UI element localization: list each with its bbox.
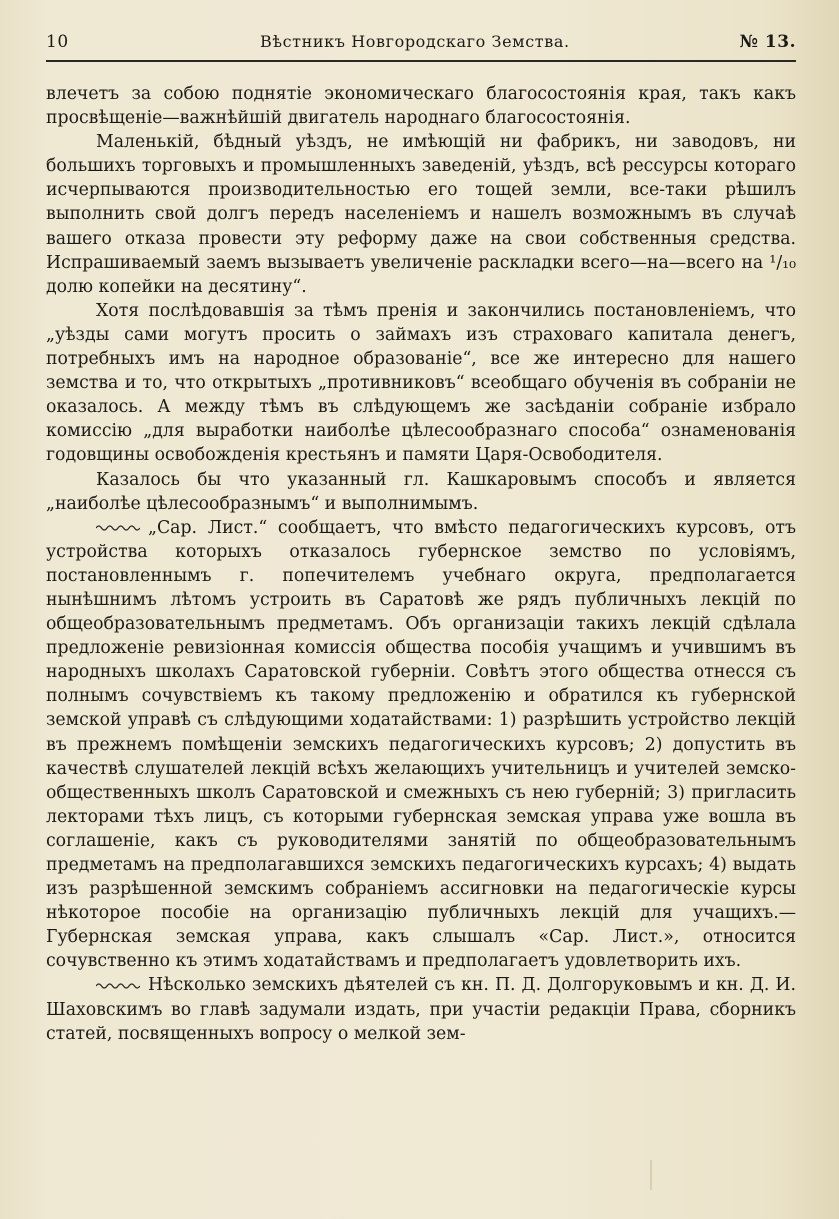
running-header [46, 30, 796, 58]
news-item-paragraph [46, 516, 796, 974]
page-number: 10 [46, 32, 69, 52]
issue-number: № 13. [739, 32, 796, 52]
wavy-separator-icon [96, 523, 140, 533]
paragraph: влечетъ за собою поднятіе экономическаго благосостоянія края, такъ какъ просвѣщеніе—важнѣйшій двигатель народнаго благосостоянія. [46, 84, 796, 129]
paragraph: Маленькій, бѣдный уѣздъ, не имѣющій ни фабрикъ, ни заводовъ, ни большихъ торговыхъ и промышленныхъ заведеній, уѣздъ, всѣ рессурсы котораго исчерпываются производительностью его тощей земли, все-таки рѣшилъ выполнить свой долгъ передъ населеніемъ и нашелъ возможнымъ въ случаѣ вашего отказа провести эту реформу даже на свои собственныя средства. Испрашиваемый заемъ вызываетъ увеличеніе раскладки всего—на—всего на ¹/₁₀ долю копейки на десятину“. [46, 132, 796, 297]
paragraph-text: Нѣсколько земскихъ дѣятелей съ кн. П. Д. Долгоруковымъ и кн. Д. И. Шаховскимъ во главѣ задумали издать, при участіи редакціи Права, сборникъ статей, посвященныхъ вопросу о мелкой зем- [46, 975, 796, 1044]
paper-crease [650, 1160, 652, 1190]
article-body [46, 82, 796, 1046]
news-item-paragraph [46, 973, 796, 1045]
paragraph: Хотя послѣдовавшія за тѣмъ пренія и закончились постановленіемъ, что „уѣзды сами могутъ просить о займахъ изъ страховаго капитала денегъ, потребныхъ имъ на народное образованіе“, все же интересно для нашего земства и то, что открытыхъ „противниковъ“ всеобщаго обученія въ собраніи не оказалось. А между тѣмъ въ слѣдующемъ же засѣданіи собраніе избрало комиссію „для выработки наиболѣе цѣлесообразнаго способа“ ознаменованія годовщины освобожденія крестьянъ и памяти Царя-Освободителя. [46, 300, 796, 466]
paragraph: Казалось бы что указанный гл. Кашкаровымъ способъ и является „наиболѣе цѣлесообразнымъ“ и выполнимымъ. [46, 469, 796, 514]
wavy-separator-icon [96, 981, 140, 991]
journal-title: Вѣстникъ Новгородскаго Земства. [260, 32, 570, 51]
paragraph-text: „Сар. Лист.“ сообщаетъ, что вмѣсто педагогическихъ курсовъ, отъ устройства которыхъ отказалось губернское земство по условіямъ, постановленнымъ г. попечителемъ учебнаго округа, предполагается нынѣшнимъ лѣтомъ устроить въ Саратовѣ же рядъ публичныхъ лекцій по общеобразовательнымъ предметамъ. Объ организаціи такихъ лекцій сдѣлала предложеніе ревизіонная комиссія общества пособія учащимъ и учившимъ въ народныхъ школахъ Саратовской губерніи. Совѣтъ этого общества отнесся съ полнымъ сочувствіемъ къ такому предложенію и обратился къ губернской земской управѣ съ слѣдующими ходатайствами: 1) разрѣшить устройство лекцій въ прежнемъ помѣщеніи земскихъ педагогическихъ курсовъ; 2) допустить въ качествѣ слушателей лекцій всѣхъ желающихъ учительницъ и учителей земско-общественныхъ школъ Саратовской и смежныхъ съ нею губерній; 3) пригласить лекторами тѣхъ лицъ, съ которыми губернская земская управа уже вошла въ соглашеніе, какъ съ руководителями занятій по общеобразовательнымъ предметамъ на предполагавшихся земскихъ педагогическихъ курсахъ; 4) выдать изъ разрѣшенной земскимъ собраніемъ ассигновки на педагогическіе курсы нѣкоторое пособіе на организацію публичныхъ лекцій для учащихъ.—Губернская земская управа, какъ слышалъ «Сар. Лист.», относится сочувственно къ этимъ ходатайствамъ и предполагаетъ удовлетворить ихъ. [46, 517, 796, 972]
header-rule [46, 60, 796, 62]
